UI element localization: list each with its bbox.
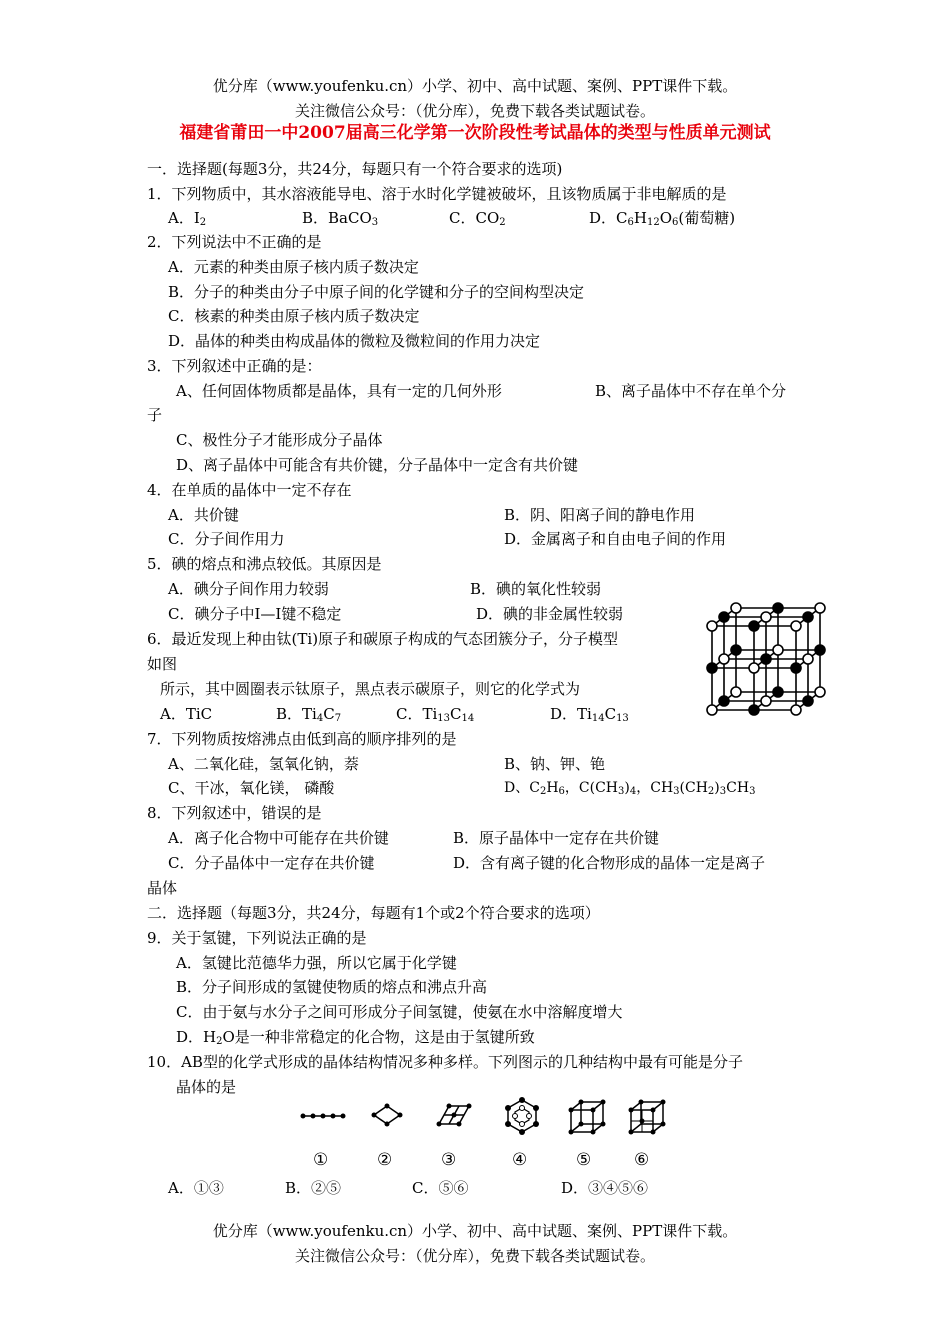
q4-stem: 4．在单质的晶体中一定不存在 bbox=[147, 481, 352, 499]
c-atom bbox=[749, 705, 759, 715]
q5-option-b: B．碘的氧化性较弱 bbox=[470, 580, 602, 598]
q5-option-c: C．碘分子中I—I键不稳定 bbox=[168, 605, 342, 623]
q2-option-b: B．分子的种类由分子中原子间的化学键和分子的空间构型决定 bbox=[168, 283, 585, 301]
q1-option-a: A．$I_2$ bbox=[168, 209, 207, 228]
c-atom bbox=[707, 663, 717, 673]
structure-label-1: ① bbox=[313, 1150, 329, 1170]
ti-atom bbox=[731, 603, 741, 613]
ti-atom bbox=[761, 696, 771, 706]
c-atom bbox=[731, 645, 741, 655]
c-atom bbox=[803, 696, 813, 706]
ti-atom bbox=[761, 612, 771, 622]
ti-atom bbox=[803, 654, 813, 664]
structure-3-layer bbox=[433, 1098, 473, 1130]
q6-option-c: C．$Ti_{13}C_{14}$ bbox=[396, 705, 475, 724]
structure-5-cube bbox=[567, 1098, 607, 1138]
q8-option-c: C．分子晶体中一定存在共价键 bbox=[168, 854, 375, 872]
structure-4-hexagonal bbox=[498, 1096, 546, 1140]
c-atom bbox=[803, 612, 813, 622]
q2-option-a: A．元素的种类由原子核内质子数决定 bbox=[168, 258, 419, 276]
structure-label-4: ④ bbox=[512, 1150, 528, 1170]
q3-option-a: A、任何固体物质都是晶体，具有一定的几何外形 bbox=[176, 382, 502, 400]
footer-line-1: 优分库（www.youfenku.cn）小学、初中、高中试题、案例、PPT课件下载。 bbox=[212, 1222, 738, 1240]
q2-stem: 2．下列说法中不正确的是 bbox=[147, 233, 322, 251]
q6-stem-line-1: 6．最近发现上种由钛(Ti)原子和碳原子构成的气态团簇分子，分子模型 bbox=[147, 630, 619, 648]
q8-option-b: B．原子晶体中一定存在共价键 bbox=[453, 829, 660, 847]
structure-6-cube bbox=[627, 1098, 667, 1138]
ti-c-cluster-figure bbox=[698, 600, 828, 728]
c-atom bbox=[791, 663, 801, 673]
q3-option-c: C、极性分子才能形成分子晶体 bbox=[176, 431, 383, 449]
structure-label-5: ⑤ bbox=[576, 1150, 592, 1170]
ti-atom bbox=[707, 705, 717, 715]
q8-option-d: D．含有离子键的化合物形成的晶体一定是离子 bbox=[453, 854, 766, 872]
c-atom bbox=[773, 603, 783, 613]
q10-stem-line-2: 晶体的是 bbox=[176, 1078, 237, 1096]
c-atom bbox=[719, 696, 729, 706]
q4-option-c: C．分子间作用力 bbox=[168, 530, 285, 548]
structure-label-2: ② bbox=[377, 1150, 393, 1170]
q8-stem: 8．下列叙述中，错误的是 bbox=[147, 804, 322, 822]
section-2-heading: 二．选择题（每题3分，共24分，每题有1个或2个符合要求的选项） bbox=[147, 904, 600, 922]
q9-option-d: D．$H_2O$是一种非常稳定的化合物，这是由于氢键所致 bbox=[176, 1028, 535, 1047]
ti-atom bbox=[731, 687, 741, 697]
q5-option-d: D．碘的非金属性较弱 bbox=[476, 605, 624, 623]
ti-atom bbox=[707, 621, 717, 631]
q2-option-c: C．核素的种类由原子核内质子数决定 bbox=[168, 307, 420, 325]
q7-option-b: B、钠、钾、铯 bbox=[504, 755, 606, 773]
ti-atom bbox=[773, 645, 783, 655]
q1-option-d: D．$C_6H_{12}O_6$(葡萄糖) bbox=[589, 209, 736, 228]
structure-1-chain bbox=[298, 1102, 348, 1132]
q1-option-c: C．$CO_2$ bbox=[449, 209, 506, 228]
ti-atom bbox=[815, 687, 825, 697]
header-line-2: 关注微信公众号：（优分库），免费下载各类试题试卷。 bbox=[294, 102, 655, 120]
q10-option-d: D．③④⑤⑥ bbox=[561, 1179, 649, 1197]
q6-option-a: A．TiC bbox=[160, 705, 213, 723]
c-atom bbox=[761, 654, 771, 664]
header-line-1: 优分库（www.youfenku.cn）小学、初中、高中试题、案例、PPT课件下载。 bbox=[212, 77, 738, 95]
q7-stem: 7．下列物质按熔沸点由低到高的顺序排列的是 bbox=[147, 730, 457, 748]
footer-line-2: 关注微信公众号：（优分库），免费下载各类试题试卷。 bbox=[294, 1247, 655, 1265]
q7-option-c: C、干冰，氧化镁， 磷酸 bbox=[168, 779, 335, 797]
q9-option-c: C．由于氨与水分子之间可形成分子间氢键，使氨在水中溶解度增大 bbox=[176, 1003, 623, 1021]
q3-option-b-cont: 子 bbox=[147, 406, 163, 424]
q5-option-a: A．碘分子间作用力较弱 bbox=[168, 580, 329, 598]
q1-stem: 1．下列物质中，其水溶液能导电、溶于水时化学键被破坏，且该物质属于非电解质的是 bbox=[147, 185, 727, 203]
q8-option-a: A．离子化合物中可能存在共价键 bbox=[168, 829, 389, 847]
q8-option-d-cont: 晶体 bbox=[147, 879, 178, 897]
q3-option-b: B、离子晶体中不存在单个分 bbox=[595, 382, 787, 400]
q10-option-b: B．②⑤ bbox=[285, 1179, 342, 1197]
q6-stem-line-3: 所示，其中圆圈表示钛原子，黑点表示碳原子，则它的化学式为 bbox=[160, 680, 581, 698]
q10-option-c: C．⑤⑥ bbox=[412, 1179, 469, 1197]
q6-option-d: D．$Ti_{14}C_{13}$ bbox=[550, 705, 629, 724]
q2-option-d: D．晶体的种类由构成晶体的微粒及微粒间的作用力决定 bbox=[168, 332, 541, 350]
c-atom bbox=[749, 621, 759, 631]
c-atom bbox=[773, 687, 783, 697]
q10-stem-line-1: 10．AB型的化学式形成的晶体结构情况多种多样。下列图示的几种结构中最有可能是分子 bbox=[147, 1053, 743, 1071]
ti-atom bbox=[815, 603, 825, 613]
structure-2-rhombus bbox=[370, 1100, 404, 1130]
structure-label-6: ⑥ bbox=[634, 1150, 650, 1170]
q4-option-a: A．共价键 bbox=[168, 506, 239, 524]
q3-stem: 3．下列叙述中正确的是： bbox=[147, 357, 322, 375]
q10-option-a: A．①③ bbox=[168, 1179, 224, 1197]
q4-option-b: B．阴、阳离子间的静电作用 bbox=[504, 506, 696, 524]
ti-atom bbox=[791, 621, 801, 631]
q7-option-d: D、$C_2H_6$，$C(CH_3)_4$，$CH_3(CH_2)_3CH_3$ bbox=[504, 780, 756, 797]
ti-atom bbox=[719, 654, 729, 664]
q9-option-b: B．分子间形成的氢键使物质的熔点和沸点升高 bbox=[176, 978, 488, 996]
q6-stem-line-2: 如图 bbox=[147, 655, 178, 673]
q1-option-b: B．BaCO$_3$ bbox=[302, 209, 379, 228]
ti-atom bbox=[791, 705, 801, 715]
c-atom bbox=[815, 645, 825, 655]
q6-option-b: B．$Ti_4C_7$ bbox=[276, 705, 342, 724]
page-title: 福建省莆田一中2007届高三化学第一次阶段性考试晶体的类型与性质单元测试 bbox=[179, 123, 771, 143]
ti-atom bbox=[749, 663, 759, 673]
q9-option-a: A．氢键比范德华力强，所以它属于化学键 bbox=[176, 954, 457, 972]
c-atom bbox=[719, 612, 729, 622]
q7-option-a: A、二氧化硅，氢氧化钠，萘 bbox=[168, 755, 359, 773]
section-1-heading: 一．选择题(每题3分，共24分，每题只有一个符合要求的选项) bbox=[147, 160, 563, 178]
structure-label-3: ③ bbox=[441, 1150, 457, 1170]
q4-option-d: D．金属离子和自由电子间的作用 bbox=[504, 530, 727, 548]
q3-option-d: D、离子晶体中可能含有共价键，分子晶体中一定含有共价键 bbox=[176, 456, 579, 474]
q9-stem: 9．关于氢键，下列说法正确的是 bbox=[147, 929, 367, 947]
q5-stem: 5．碘的熔点和沸点较低。其原因是 bbox=[147, 555, 382, 573]
